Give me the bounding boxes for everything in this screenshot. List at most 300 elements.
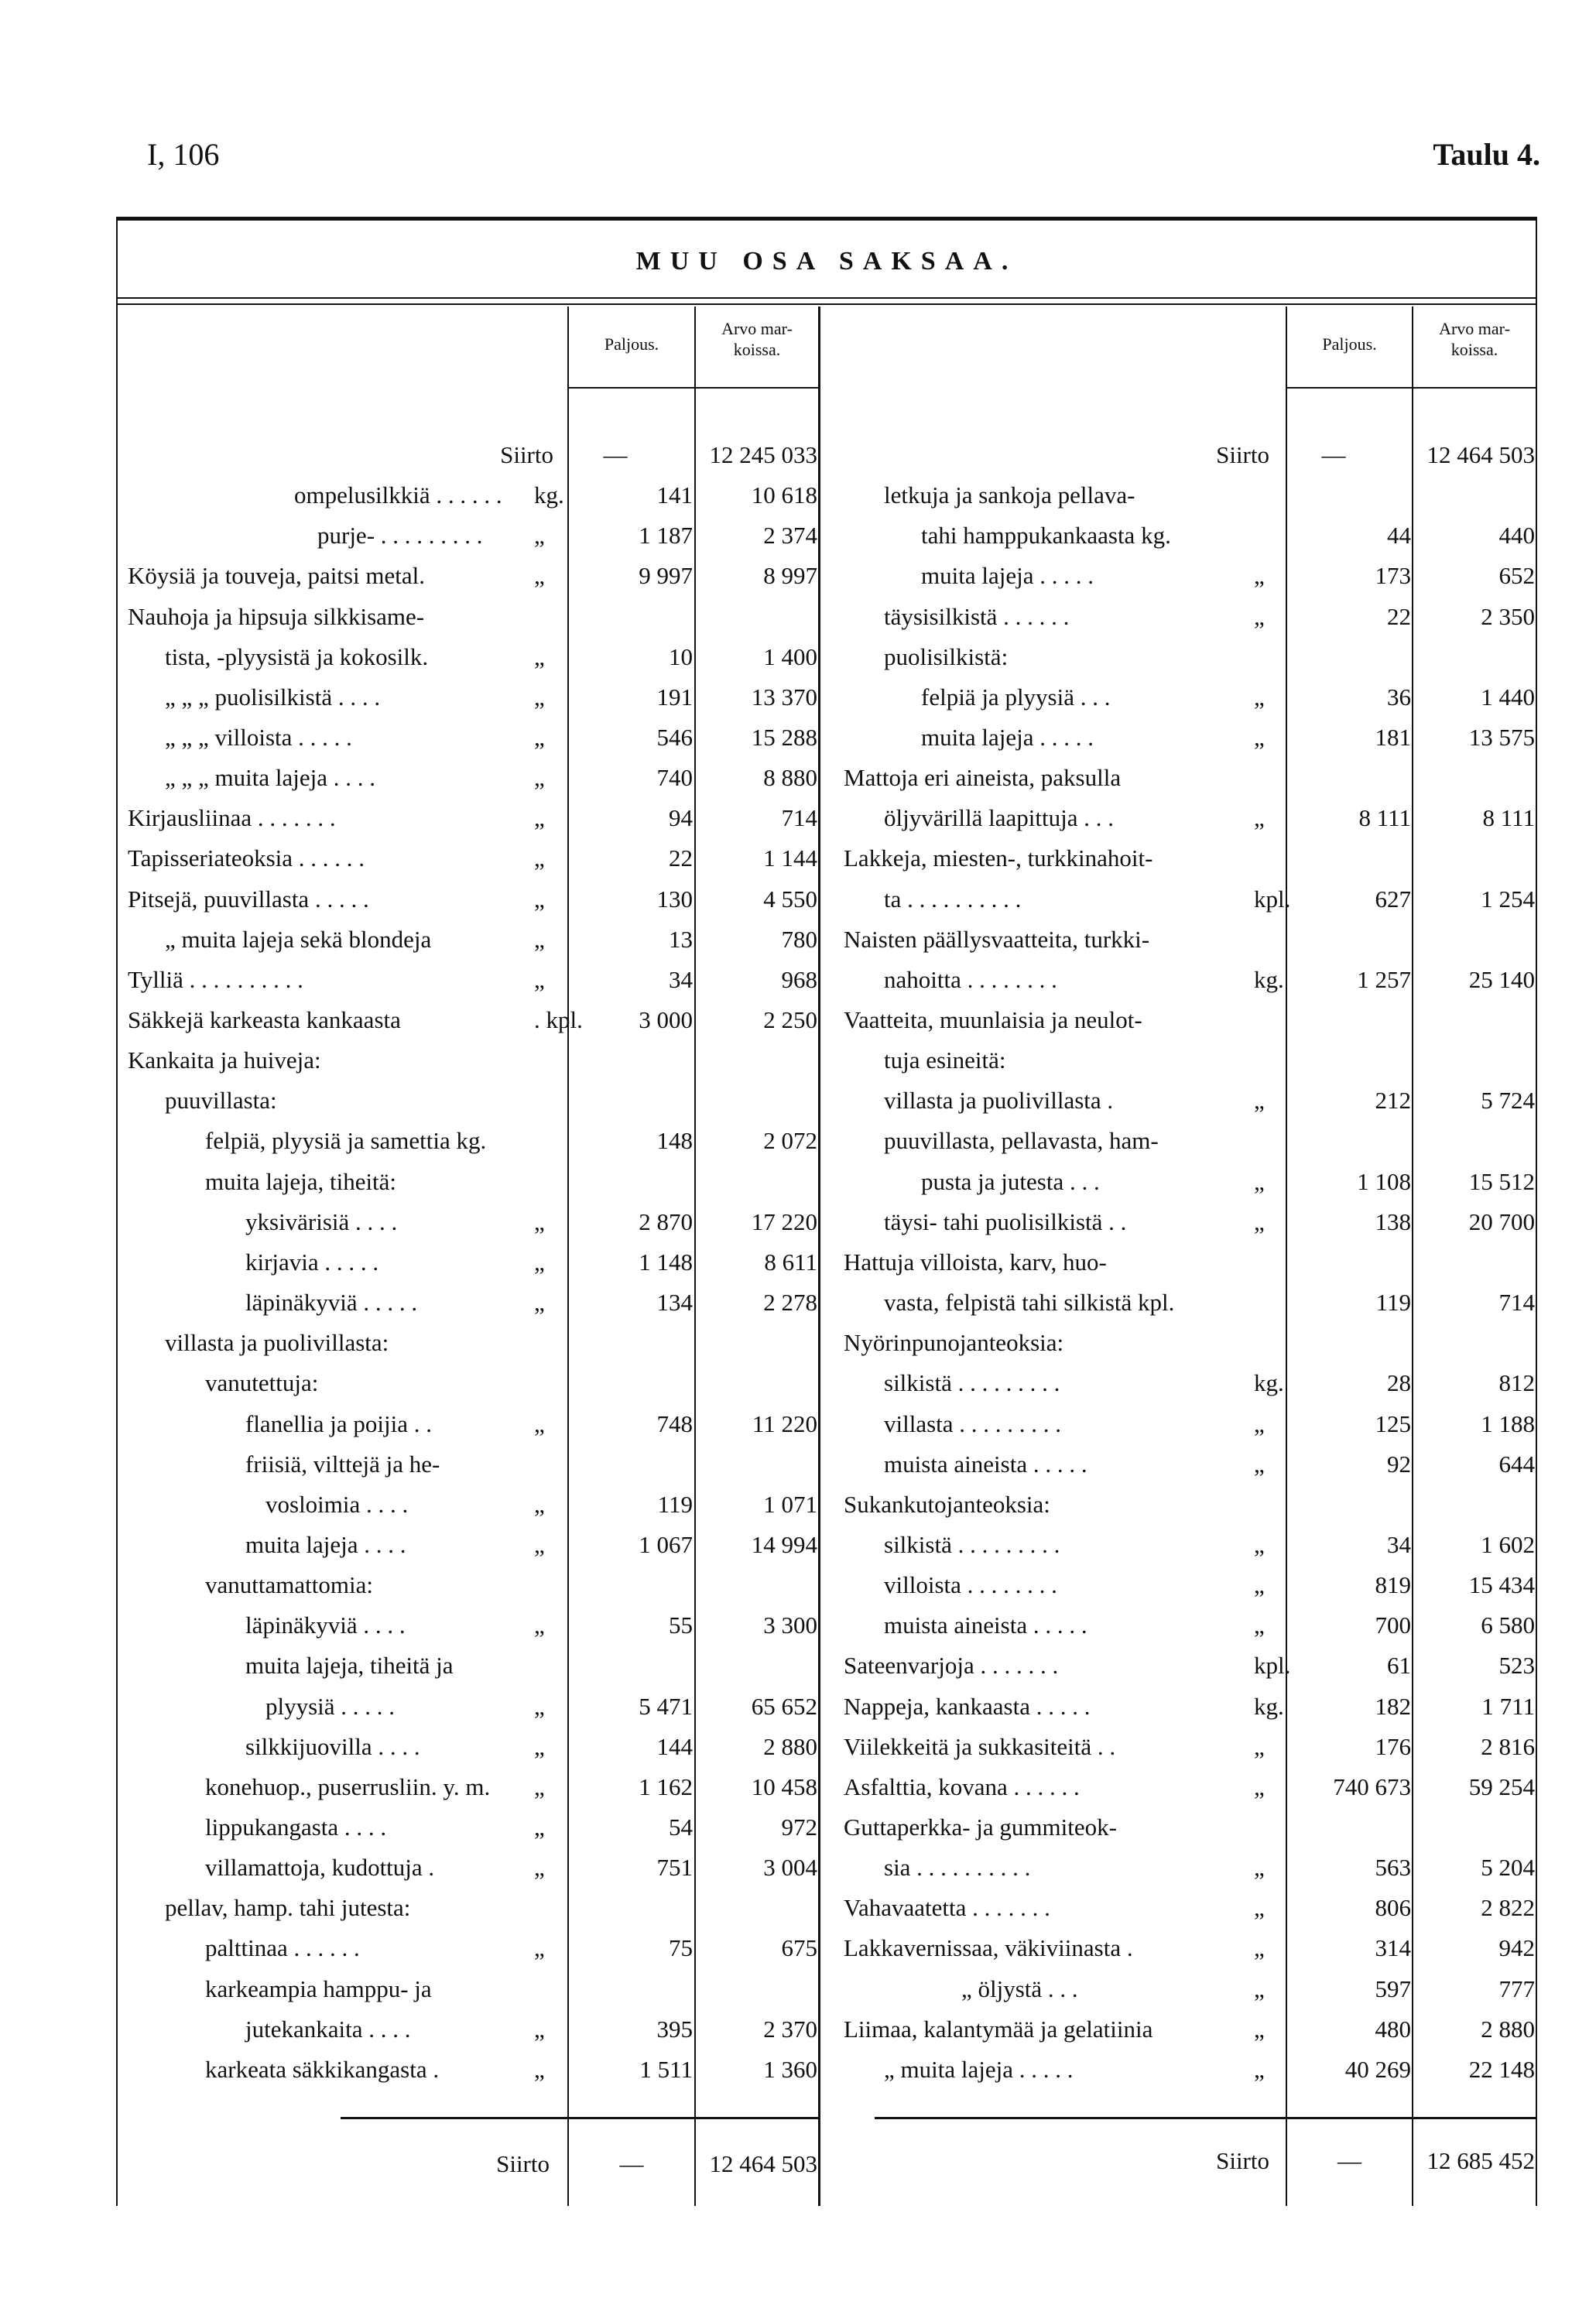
left-row-label: läpinäkyviä . . . . [245, 1611, 406, 1639]
left-row-unit: „ [534, 723, 545, 751]
left-row-unit: „ [534, 1854, 545, 1882]
right-row-label: villasta ja puolivillasta . [884, 1087, 1114, 1115]
right-row-value: 440 [1498, 522, 1535, 550]
right-table-row [0, 475, 1596, 515]
right-row-unit: „ [1254, 1207, 1265, 1235]
right-row-quantity: 176 [1375, 1732, 1411, 1760]
left-row-quantity: 740 [656, 764, 693, 791]
right-value-header [1413, 318, 1536, 360]
right-row-label: villoista . . . . . . . . [884, 1571, 1057, 1598]
right-row-quantity: 173 [1375, 562, 1411, 590]
left-row-quantity: 751 [656, 1854, 693, 1882]
right-row-value: 22 148 [1468, 2055, 1535, 2083]
right-carry-out-label: Siirto [1216, 2147, 1269, 2174]
right-row-unit: „ [1254, 1450, 1265, 1478]
title-rule-upper [116, 297, 1537, 299]
left-row-label: vanuttamattomia: [205, 1571, 373, 1598]
right-row-quantity: 181 [1375, 723, 1411, 751]
left-row-unit: „ [534, 1692, 545, 1720]
right-row-value: 2 350 [1481, 602, 1535, 630]
right-row-quantity: 125 [1375, 1409, 1411, 1437]
right-row-quantity: 119 [1375, 1289, 1411, 1316]
left-row-label: muita lajeja, tiheitä: [205, 1167, 397, 1195]
right-row-unit: „ [1254, 562, 1265, 590]
right-row-label: pusta ja jutesta . . . [921, 1167, 1100, 1195]
left-row-unit: „ [534, 1207, 545, 1235]
left-row-label: Säkkejä karkeasta kankaasta [128, 1005, 401, 1033]
right-table-row [0, 1807, 1596, 1848]
left-row-value: 1 360 [763, 2055, 817, 2083]
right-row-label: „ muita lajeja . . . . . [884, 2055, 1074, 2083]
left-row-quantity: 748 [656, 1409, 693, 1437]
right-row-label: Naisten päällysvaatteita, turkki- [844, 925, 1150, 953]
left-row-quantity: 191 [656, 683, 693, 711]
right-table-row [0, 1404, 1596, 1444]
right-row-value: 2 880 [1481, 2015, 1535, 2043]
left-row-quantity: 22 [669, 844, 693, 872]
right-row-quantity: 34 [1387, 1530, 1411, 1558]
right-row-value: 1 188 [1481, 1409, 1535, 1437]
right-row-quantity: 8 111 [1358, 804, 1411, 832]
left-row-label: Kankaita ja huiveja: [128, 1046, 321, 1074]
left-row-value: 15 288 [751, 723, 817, 751]
left-row-label: Köysiä ja touveja, paitsi metal. [128, 562, 425, 590]
left-row-label: Nauhoja ja hipsuja silkkisame- [128, 602, 425, 630]
top-rule [116, 217, 1537, 221]
left-row-unit: „ [534, 764, 545, 791]
right-row-value: 652 [1498, 562, 1535, 590]
right-table-row [0, 677, 1596, 718]
right-row-value: 2 822 [1481, 1894, 1535, 1922]
left-row-label: villamattoja, kudottuja . [205, 1854, 435, 1882]
right-row-quantity: 819 [1375, 1571, 1411, 1598]
left-row-quantity: 10 [669, 642, 693, 670]
left-row-label: tista, -plyysistä ja kokosilk. [165, 642, 429, 670]
right-row-label: puuvillasta, pellavasta, ham- [884, 1127, 1159, 1155]
right-table-row [0, 1323, 1596, 1363]
table-title: MUU OSA SAKSAA. [635, 247, 1018, 276]
left-row-label: kirjavia . . . . . [245, 1248, 379, 1276]
right-table-row [0, 1485, 1596, 1525]
right-row-label: muita lajeja . . . . . [921, 562, 1094, 590]
left-row-unit: „ [534, 844, 545, 872]
right-table-row [0, 1081, 1596, 1121]
right-row-label: silkistä . . . . . . . . . [884, 1369, 1060, 1397]
left-row-quantity: 13 [669, 925, 693, 953]
left-row-quantity: 395 [656, 2015, 693, 2043]
right-row-unit: „ [1254, 1772, 1265, 1800]
left-row-value: 714 [781, 804, 817, 832]
left-row-quantity: 54 [669, 1813, 693, 1841]
right-row-unit: kg. [1254, 1692, 1284, 1720]
left-row-value: 14 994 [751, 1530, 817, 1558]
right-table-row [0, 2050, 1596, 2090]
left-carry-out-label: Siirto [496, 2150, 550, 2177]
right-row-unit: „ [1254, 723, 1265, 751]
left-row-quantity: 119 [657, 1490, 693, 1518]
right-row-value: 1 602 [1481, 1530, 1535, 1558]
right-row-value: 812 [1498, 1369, 1535, 1397]
left-quantity-header-text: Paljous. [604, 334, 659, 354]
left-row-label: Tapisseriateoksia . . . . . . [128, 844, 365, 872]
right-table-row [0, 1121, 1596, 1161]
left-row-unit: „ [534, 925, 545, 953]
right-row-quantity: 61 [1387, 1652, 1411, 1680]
page-number: I, 106 [147, 137, 220, 172]
left-row-value: 780 [781, 925, 817, 953]
right-row-value: 5 724 [1481, 1087, 1535, 1115]
right-row-unit: „ [1254, 683, 1265, 711]
right-row-label: Sateenvarjoja . . . . . . . [844, 1652, 1059, 1680]
right-row-label: villasta . . . . . . . . . [884, 1409, 1062, 1437]
footer-rule-left [341, 2117, 820, 2119]
left-row-value: 8 997 [763, 562, 817, 590]
right-row-unit: kpl. [1254, 1652, 1291, 1680]
right-row-quantity: 22 [1387, 602, 1411, 630]
right-row-quantity: 212 [1375, 1087, 1411, 1115]
right-row-unit: „ [1254, 1974, 1265, 2002]
title-rule-lower [116, 303, 1537, 305]
right-row-quantity: 44 [1387, 522, 1411, 550]
left-carry-in-label: Siirto [500, 441, 553, 468]
right-row-value: 523 [1498, 1652, 1535, 1680]
right-row-value: 15 434 [1468, 1571, 1535, 1598]
left-row-value: 972 [781, 1813, 817, 1841]
right-row-value: 20 700 [1468, 1207, 1535, 1235]
left-carry-in-value: 12 245 033 [709, 441, 817, 468]
right-table-row [0, 597, 1596, 637]
right-row-label: Nyörinpunojanteoksia: [844, 1329, 1064, 1357]
right-table-row [0, 838, 1596, 879]
right-row-quantity: 563 [1375, 1854, 1411, 1882]
left-row-value: 1 071 [763, 1490, 817, 1518]
left-row-label: purje- . . . . . . . . . [317, 522, 483, 550]
right-row-label: nahoitta . . . . . . . . [884, 965, 1057, 993]
right-table-row [0, 1162, 1596, 1202]
right-row-unit: „ [1254, 1894, 1265, 1922]
left-row-quantity: 9 997 [639, 562, 693, 590]
left-row-value: 17 220 [751, 1207, 817, 1235]
right-row-quantity: 627 [1375, 885, 1411, 913]
left-row-label: felpiä, plyysiä ja samettia kg. [205, 1127, 487, 1155]
right-row-label: Liimaa, kalantymää ja gelatiinia [844, 2015, 1153, 2043]
left-row-label: puuvillasta: [165, 1087, 277, 1115]
right-table-row [0, 515, 1596, 556]
left-carry-out-quantity: — [619, 2150, 644, 2177]
left-value-header [696, 318, 818, 360]
right-table-row [0, 879, 1596, 920]
right-row-label: Hattuja villoista, karv, huo- [844, 1248, 1107, 1276]
right-row-quantity: 36 [1387, 683, 1411, 711]
left-row-label: pellav, hamp. tahi jutesta: [165, 1894, 411, 1922]
right-row-value: 5 204 [1481, 1854, 1535, 1882]
left-row-label: yksivärisiä . . . . [245, 1207, 398, 1235]
right-row-quantity: 138 [1375, 1207, 1411, 1235]
right-row-label: täysisilkistä . . . . . . [884, 602, 1070, 630]
left-row-value: 1 144 [763, 844, 817, 872]
right-row-value: 1 440 [1481, 683, 1535, 711]
left-row-value: 2 250 [763, 1005, 817, 1033]
right-row-label: Vaatteita, muunlaisia ja neulot- [844, 1005, 1142, 1033]
left-row-value: 3 004 [763, 1854, 817, 1882]
left-row-unit: „ [534, 1409, 545, 1437]
left-row-label: konehuop., puserrusliin. y. m. [205, 1772, 491, 1800]
left-row-unit: „ [534, 885, 545, 913]
right-table-row [0, 1727, 1596, 1767]
left-row-label: „ muita lajeja sekä blondeja [165, 925, 432, 953]
left-row-unit: „ [534, 522, 545, 550]
right-row-value: 13 575 [1468, 723, 1535, 751]
right-table-row [0, 1969, 1596, 2009]
left-row-value: 2 880 [763, 1732, 817, 1760]
right-table-row [0, 556, 1596, 596]
right-carry-in-quantity: — [1321, 441, 1346, 468]
left-row-quantity: 5 471 [639, 1692, 693, 1720]
left-row-quantity: 148 [656, 1127, 693, 1155]
right-row-unit: „ [1254, 1571, 1265, 1598]
right-table-row [0, 1928, 1596, 1968]
right-row-quantity: 28 [1387, 1369, 1411, 1397]
right-row-quantity: 92 [1387, 1450, 1411, 1478]
left-row-quantity: 1 067 [639, 1530, 693, 1558]
right-table-row [0, 1363, 1596, 1403]
left-row-value: 1 400 [763, 642, 817, 670]
right-row-value: 942 [1498, 1934, 1535, 1962]
left-row-label: jutekankaita . . . . [245, 2015, 411, 2043]
left-row-value: 11 220 [752, 1409, 817, 1437]
right-row-unit: „ [1254, 1409, 1265, 1437]
right-table-row [0, 1646, 1596, 1686]
header-rule-left [569, 387, 820, 389]
left-row-value: 13 370 [751, 683, 817, 711]
right-row-unit: „ [1254, 1167, 1265, 1195]
left-row-label: vosloimia . . . . [265, 1490, 409, 1518]
right-row-value: 15 512 [1468, 1167, 1535, 1195]
left-row-value: 8 880 [763, 764, 817, 791]
right-row-quantity: 740 673 [1333, 1772, 1411, 1800]
right-row-quantity: 314 [1375, 1934, 1411, 1962]
right-row-unit: „ [1254, 1087, 1265, 1115]
right-row-label: muista aineista . . . . . [884, 1450, 1087, 1478]
left-row-unit: „ [534, 965, 545, 993]
left-row-label: läpinäkyviä . . . . . [245, 1289, 418, 1316]
left-row-label: karkeata säkkikangasta . [205, 2055, 440, 2083]
right-value-header-line2: koissa. [1450, 340, 1498, 359]
right-row-unit: kg. [1254, 965, 1284, 993]
left-row-label: „ „ „ puolisilkistä . . . . [165, 683, 381, 711]
right-row-label: täysi- tahi puolisilkistä . . [884, 1207, 1127, 1235]
right-table-row [0, 1444, 1596, 1485]
right-table-row [0, 637, 1596, 677]
left-row-unit: „ [534, 562, 545, 590]
right-row-quantity: 1 108 [1357, 1167, 1411, 1195]
right-row-label: ta . . . . . . . . . . [884, 885, 1022, 913]
right-table-row [0, 1605, 1596, 1646]
right-row-label: Asfalttia, kovana . . . . . . [844, 1772, 1080, 1800]
left-row-quantity: 1 187 [639, 522, 693, 550]
right-row-value: 714 [1498, 1289, 1535, 1316]
left-row-quantity: 134 [656, 1289, 693, 1316]
left-row-label: Kirjausliinaa . . . . . . . [128, 804, 336, 832]
right-row-value: 2 816 [1481, 1732, 1535, 1760]
left-row-unit: „ [534, 1732, 545, 1760]
right-row-label: Lakkavernissaa, väkiviinasta . [844, 1934, 1133, 1962]
left-row-quantity: 141 [656, 481, 693, 509]
right-row-label: tahi hamppukankaasta kg. [921, 522, 1171, 550]
left-row-value: 65 652 [751, 1692, 817, 1720]
left-row-label: palttinaa . . . . . . [205, 1934, 360, 1962]
right-row-unit: „ [1254, 1854, 1265, 1882]
right-row-quantity: 1 257 [1357, 965, 1411, 993]
right-row-value: 1 254 [1481, 885, 1535, 913]
right-quantity-header-text: Paljous. [1322, 334, 1377, 354]
left-row-label: muita lajeja, tiheitä ja [245, 1652, 454, 1680]
right-carry-in-value: 12 464 503 [1426, 441, 1535, 468]
right-row-value: 8 111 [1482, 804, 1535, 832]
right-table-row [0, 2009, 1596, 2050]
right-table-row [0, 1202, 1596, 1242]
right-row-label: Nappeja, kankaasta . . . . . [844, 1692, 1091, 1720]
right-row-unit: kpl. [1254, 885, 1291, 913]
right-row-label: Sukankutojanteoksia: [844, 1490, 1050, 1518]
right-row-label: Guttaperkka- ja gummiteok- [844, 1813, 1117, 1841]
right-row-value: 1 711 [1481, 1692, 1535, 1720]
left-row-unit: „ [534, 683, 545, 711]
right-row-label: „ öljystä . . . [961, 1974, 1078, 2002]
right-row-value: 644 [1498, 1450, 1535, 1478]
left-row-unit: „ [534, 1772, 545, 1800]
right-row-value: 25 140 [1468, 965, 1535, 993]
table-label: Taulu 4. [1433, 137, 1540, 172]
right-row-value: 6 580 [1481, 1611, 1535, 1639]
right-table-row [0, 960, 1596, 1000]
left-row-value: 10 458 [751, 1772, 817, 1800]
left-row-label: „ „ „ villoista . . . . . [165, 723, 352, 751]
right-row-quantity: 597 [1375, 1974, 1411, 2002]
left-row-quantity: 144 [656, 1732, 693, 1760]
right-row-label: muista aineista . . . . . [884, 1611, 1087, 1639]
right-row-label: Mattoja eri aineista, paksulla [844, 764, 1122, 791]
right-row-unit: „ [1254, 602, 1265, 630]
right-row-label: muita lajeja . . . . . [921, 723, 1094, 751]
right-row-label: Vahavaatetta . . . . . . . [844, 1894, 1050, 1922]
footer-rule-right [875, 2117, 1536, 2119]
right-row-unit: „ [1254, 1530, 1265, 1558]
left-row-value: 8 611 [764, 1248, 817, 1276]
right-table-row [0, 920, 1596, 960]
left-carry-in-quantity: — [603, 441, 628, 468]
right-row-unit: „ [1254, 1732, 1265, 1760]
left-row-label: vanutettuja: [205, 1369, 319, 1397]
left-row-quantity: 2 870 [639, 1207, 693, 1235]
right-row-unit: kg. [1254, 1369, 1284, 1397]
right-row-label: sia . . . . . . . . . . [884, 1854, 1031, 1882]
left-row-unit: „ [534, 804, 545, 832]
right-table-row [0, 1000, 1596, 1040]
left-value-header-line2: koissa. [733, 340, 781, 359]
left-row-label: friisiä, vilttejä ja he- [245, 1450, 440, 1478]
right-row-label: puolisilkistä: [884, 642, 1009, 670]
left-row-unit: . kpl. [534, 1005, 583, 1033]
left-row-unit: „ [534, 1934, 545, 1962]
left-row-value: 2 370 [763, 2015, 817, 2043]
right-row-label: letkuja ja sankoja pellava- [884, 481, 1135, 509]
left-row-unit: „ [534, 1248, 545, 1276]
right-row-label: felpiä ja plyysiä . . . [921, 683, 1111, 711]
left-row-value: 675 [781, 1934, 817, 1962]
left-row-value: 4 550 [763, 885, 817, 913]
left-row-value: 2 278 [763, 1289, 817, 1316]
left-row-label: muita lajeja . . . . [245, 1530, 406, 1558]
left-row-label: silkkijuovilla . . . . [245, 1732, 420, 1760]
left-carry-out-value: 12 464 503 [709, 2150, 817, 2177]
right-row-quantity: 182 [1375, 1692, 1411, 1720]
left-row-unit: kg. [534, 481, 564, 509]
left-row-quantity: 55 [669, 1611, 693, 1639]
right-carry-in-row [0, 435, 1596, 475]
right-row-label: vasta, felpistä tahi silkistä kpl. [884, 1289, 1175, 1316]
left-row-label: villasta ja puolivillasta: [165, 1329, 389, 1357]
right-row-value: 59 254 [1468, 1772, 1535, 1800]
left-row-label: flanellia ja poijia . . [245, 1409, 433, 1437]
right-table-row [0, 1888, 1596, 1928]
right-table-row [0, 1040, 1596, 1081]
right-row-quantity: 40 269 [1344, 2055, 1411, 2083]
left-row-unit: „ [534, 1530, 545, 1558]
left-row-label: karkeampia hamppu- ja [205, 1974, 432, 2002]
left-row-value: 2 072 [763, 1127, 817, 1155]
left-row-quantity: 94 [669, 804, 693, 832]
right-table-row [0, 1687, 1596, 1727]
left-row-label: Tylliä . . . . . . . . . . [128, 965, 303, 993]
left-row-label: Pitsejä, puuvillasta . . . . . [128, 885, 369, 913]
right-row-quantity: 806 [1375, 1894, 1411, 1922]
right-table-row [0, 1242, 1596, 1283]
left-row-value: 968 [781, 965, 817, 993]
right-table-row [0, 718, 1596, 758]
left-quantity-header [569, 334, 694, 354]
right-quantity-header [1287, 334, 1412, 354]
left-row-unit: „ [534, 1289, 545, 1316]
right-value-header-line1: Arvo mar- [1439, 319, 1510, 338]
right-row-label: Viilekkeitä ja sukkasiteitä . . [844, 1732, 1116, 1760]
left-row-quantity: 546 [656, 723, 693, 751]
left-row-unit: „ [534, 1490, 545, 1518]
left-row-quantity: 75 [669, 1934, 693, 1962]
right-table-row [0, 798, 1596, 838]
right-row-label: öljyvärillä laapittuja . . . [884, 804, 1114, 832]
right-row-unit: „ [1254, 804, 1265, 832]
left-row-quantity: 130 [656, 885, 693, 913]
left-row-unit: „ [534, 1611, 545, 1639]
right-table-row [0, 1848, 1596, 1888]
right-row-quantity: 700 [1375, 1611, 1411, 1639]
right-carry-out-quantity: — [1337, 2147, 1361, 2174]
left-row-quantity: 34 [669, 965, 693, 993]
left-row-quantity: 3 000 [639, 1005, 693, 1033]
left-row-value: 10 618 [751, 481, 817, 509]
right-carry-out-value: 12 685 452 [1426, 2147, 1535, 2174]
right-row-unit: „ [1254, 2015, 1265, 2043]
left-row-unit: „ [534, 2055, 545, 2083]
right-table-row [0, 1565, 1596, 1605]
right-table-row [0, 1283, 1596, 1323]
left-row-label: lippukangasta . . . . [205, 1813, 387, 1841]
right-row-label: Lakkeja, miesten-, turkkinahoit- [844, 844, 1153, 872]
left-row-unit: „ [534, 642, 545, 670]
right-row-unit: „ [1254, 1611, 1265, 1639]
right-row-unit: „ [1254, 1934, 1265, 1962]
